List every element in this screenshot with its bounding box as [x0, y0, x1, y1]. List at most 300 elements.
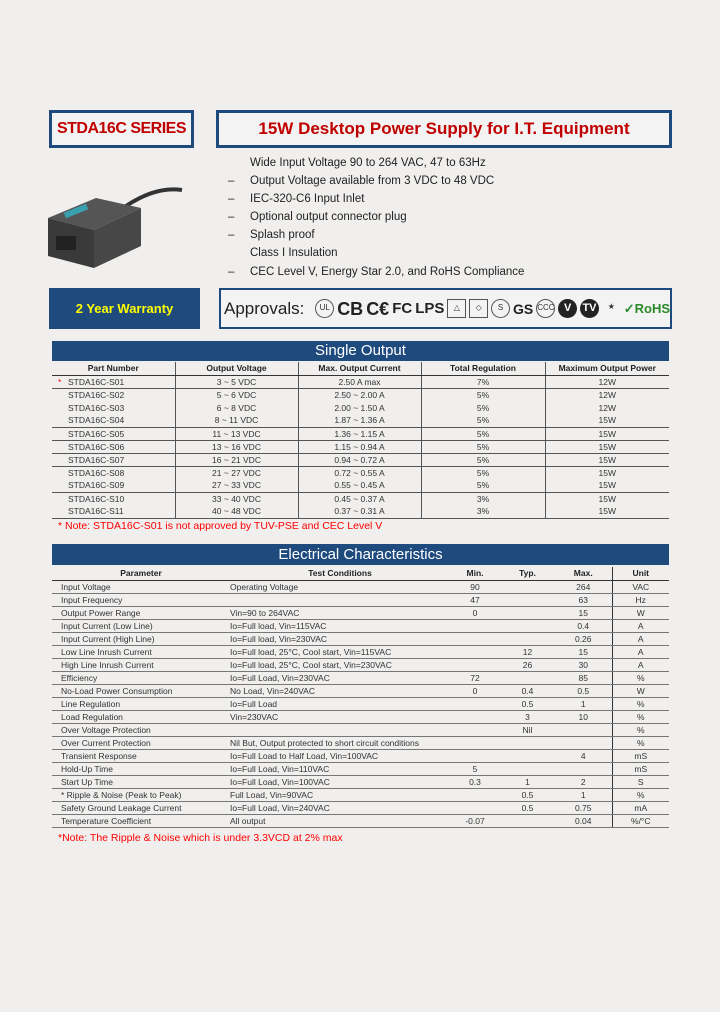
table-cell	[500, 710, 555, 723]
cell-text: Input Current (Low Line)	[61, 620, 153, 631]
cell-text: 0.37 ~ 0.31 A	[334, 506, 385, 517]
table-cell	[545, 479, 669, 492]
table-cell	[612, 814, 669, 827]
table-row	[52, 814, 669, 827]
cell-text: mA	[634, 802, 648, 813]
title-label: 15W Desktop Power Supply for I.T. Equipment	[258, 119, 630, 138]
cell-text: STDA16C-S01	[68, 376, 125, 387]
table-row	[52, 427, 669, 440]
table-cell	[52, 401, 175, 414]
table-row	[52, 619, 669, 632]
feature-item	[228, 154, 524, 172]
cell-text: 15W	[598, 428, 616, 439]
table-row	[52, 762, 669, 775]
table-cell	[230, 710, 450, 723]
feature-item	[228, 244, 524, 262]
cell-text: High Line Inrush Current	[61, 659, 154, 670]
table-cell	[545, 492, 669, 505]
cell-text: 0.3	[469, 776, 481, 787]
feature-list	[228, 154, 524, 281]
cell-text: mS	[634, 750, 648, 761]
cell-text: 1	[580, 789, 586, 800]
table-cell	[52, 479, 175, 492]
approvals-box	[219, 288, 672, 329]
table-cell	[500, 775, 555, 788]
table-cell	[545, 388, 669, 401]
cell-text: STDA16C-S10	[68, 493, 125, 504]
cell-text: A	[637, 620, 644, 631]
saa-logo-icon: S	[491, 299, 510, 318]
table-cell	[555, 658, 612, 671]
cell-text: Hold-Up Time	[61, 763, 113, 774]
cell-text: Nil	[522, 724, 533, 735]
cell-text: Start Up Time	[61, 776, 113, 787]
cell-text: 27 ~ 33 VDC	[212, 480, 261, 491]
cell-text: Vin=90 to 264VAC	[230, 607, 300, 618]
table-row	[52, 593, 669, 606]
table-cell	[500, 762, 555, 775]
cell-text: 3	[525, 711, 530, 722]
table-cell	[298, 375, 421, 388]
table-cell	[298, 492, 421, 505]
table-cell	[52, 505, 175, 518]
table-row	[52, 388, 669, 401]
cell-text: 0.5	[577, 685, 590, 696]
ce-logo-icon: C€	[366, 298, 390, 319]
feature-item	[228, 208, 524, 226]
table-cell	[555, 619, 612, 632]
table-cell	[612, 632, 669, 645]
cell-text: 15W	[598, 480, 616, 491]
cell-text: 2.00 ~ 1.50 A	[334, 402, 385, 413]
fcc-logo-icon: FC	[392, 300, 413, 317]
cell-text: 5%	[476, 467, 490, 478]
table-cell	[421, 401, 545, 414]
table-cell	[500, 606, 555, 619]
table-cell	[612, 775, 669, 788]
table-cell	[230, 762, 450, 775]
cell-text: STDA16C-S02	[68, 389, 125, 400]
table-cell	[421, 375, 545, 388]
tuv-logo-icon: TV	[580, 299, 599, 318]
single-output-header: Single Output	[52, 341, 669, 361]
table-cell	[421, 414, 545, 427]
level-v-logo-icon: V	[558, 299, 577, 318]
table-cell	[500, 645, 555, 658]
table-cell	[450, 606, 500, 619]
table-cell	[421, 505, 545, 518]
series-label: STDA16C SERIES	[56, 120, 187, 137]
cell-text: Input Voltage	[61, 581, 111, 592]
table-row	[52, 440, 669, 453]
table-row	[52, 492, 669, 505]
cell-text: 4	[580, 750, 586, 761]
table-cell	[175, 388, 298, 401]
cell-text: 3%	[476, 506, 490, 517]
cell-text: W	[636, 685, 645, 696]
table-cell	[450, 684, 500, 697]
cell-text: 1.15 ~ 0.94 A	[334, 441, 385, 452]
cell-text: 0.4	[577, 620, 590, 631]
table-cell	[52, 710, 230, 723]
cell-text: 30	[578, 659, 588, 670]
table-cell	[230, 580, 450, 593]
table-cell	[298, 505, 421, 518]
table-cell	[175, 466, 298, 479]
cell-text: 10	[578, 711, 588, 722]
cell-text: 15	[578, 646, 588, 657]
table-cell	[52, 414, 175, 427]
column-header: Max.	[555, 567, 612, 580]
cell-text: VAC	[632, 581, 650, 592]
cell-text: 16 ~ 21 VDC	[212, 454, 261, 465]
table-cell	[52, 736, 230, 749]
table-cell	[450, 697, 500, 710]
cell-text: STDA16C-S04	[68, 415, 125, 426]
dash-bullet: –	[228, 175, 235, 188]
table-cell	[175, 453, 298, 466]
table-cell	[421, 427, 545, 440]
dash-bullet: –	[228, 229, 235, 242]
cell-text: 26	[522, 659, 533, 670]
table-row	[52, 401, 669, 414]
table-cell	[421, 388, 545, 401]
cell-text: 5	[472, 763, 478, 774]
table-row	[52, 375, 669, 388]
warranty-badge	[49, 288, 200, 329]
series-title	[49, 110, 194, 148]
column-header: Output Voltage	[175, 362, 298, 375]
table-cell	[450, 619, 500, 632]
column-header: Maximum Output Power	[545, 362, 669, 375]
cell-text: 7%	[476, 376, 490, 387]
table-row	[52, 684, 669, 697]
cell-text: 3 ~ 5 VDC	[216, 376, 257, 387]
cell-text: 0.5	[521, 802, 534, 813]
table-cell	[555, 801, 612, 814]
table-cell	[230, 606, 450, 619]
cell-text: Output Power Range	[61, 607, 141, 618]
cell-text: 5%	[476, 389, 490, 400]
cell-text: 0.94 ~ 0.72 A	[334, 454, 385, 465]
table-cell	[52, 388, 175, 401]
table-cell	[230, 671, 450, 684]
table-cell	[230, 697, 450, 710]
cell-text: 0	[472, 607, 478, 618]
cell-text: 12W	[598, 402, 616, 413]
cell-text: * Ripple & Noise (Peak to Peak)	[61, 789, 182, 800]
table-cell	[52, 580, 230, 593]
table-cell	[230, 775, 450, 788]
feature-text: Wide Input Voltage 90 to 264 VAC, 47 to 63Hz	[250, 157, 486, 169]
table-cell	[230, 749, 450, 762]
cell-text: 5%	[476, 454, 490, 465]
table-cell	[298, 440, 421, 453]
cell-text: 63	[578, 594, 588, 605]
cell-text: 0.26	[574, 633, 592, 644]
table-cell	[612, 801, 669, 814]
cell-text: %	[636, 724, 645, 735]
cell-text: Io=Full Load to Half Load, Vin=100VAC	[230, 750, 379, 761]
table-cell	[500, 658, 555, 671]
cell-text: 0	[472, 685, 478, 696]
table-cell	[555, 697, 612, 710]
cell-text: 5%	[476, 428, 490, 439]
table-cell	[52, 453, 175, 466]
table-cell	[545, 401, 669, 414]
table-cell	[230, 684, 450, 697]
cell-text: 47	[470, 594, 480, 605]
single-output-table	[52, 362, 669, 519]
cell-text: STDA16C-S06	[68, 441, 125, 452]
table-cell	[421, 440, 545, 453]
feature-item	[228, 226, 524, 244]
table-row	[52, 723, 669, 736]
feature-item	[228, 190, 524, 208]
ccc-logo-icon: CCC	[536, 299, 555, 318]
cell-text: %	[636, 737, 645, 748]
table-cell	[555, 606, 612, 619]
feature-text: Output Voltage available from 3 VDC to 48 VDC	[250, 175, 495, 188]
electrical-header: Electrical Characteristics	[52, 544, 669, 565]
table-cell	[500, 632, 555, 645]
table-cell	[450, 749, 500, 762]
table-cell	[52, 427, 175, 440]
energy-star-logo-icon: ★	[607, 302, 615, 311]
table-cell	[500, 593, 555, 606]
table-row	[52, 658, 669, 671]
table-cell	[52, 606, 230, 619]
feature-text: CEC Level V, Energy Star 2.0, and RoHS Compliance	[250, 265, 525, 278]
table-cell	[555, 775, 612, 788]
cell-text: 90	[470, 581, 480, 592]
column-header: Min.	[450, 567, 500, 580]
table-cell	[450, 632, 500, 645]
cell-text: Over Voltage Protection	[61, 724, 151, 735]
cell-text: Io=Full load, Vin=230VAC	[230, 633, 328, 644]
cell-text: STDA16C-S08	[68, 467, 125, 478]
rohs-logo-icon: ✓RoHS	[623, 300, 671, 316]
cell-text: 2.50 A max	[338, 376, 381, 387]
cell-text: Io=Full Load, Vin=240VAC	[230, 802, 330, 813]
cell-text: STDA16C-S11	[68, 506, 124, 517]
table-cell	[555, 814, 612, 827]
table-row	[52, 606, 669, 619]
table-cell	[500, 684, 555, 697]
cell-text: %	[636, 711, 645, 722]
table-cell	[175, 414, 298, 427]
table-cell	[175, 505, 298, 518]
cell-text: 0.5	[521, 789, 534, 800]
cell-text: 0.75	[574, 802, 592, 813]
table-cell	[52, 749, 230, 762]
table-cell	[555, 632, 612, 645]
table-cell	[450, 762, 500, 775]
cell-text: 0.72 ~ 0.55 A	[334, 467, 385, 478]
table-cell	[230, 645, 450, 658]
cell-text: W	[636, 607, 645, 618]
cell-text: 5%	[476, 480, 490, 491]
table-cell	[298, 414, 421, 427]
table-cell	[450, 814, 500, 827]
column-header: Parameter	[52, 567, 230, 580]
cell-text: 6 ~ 8 VDC	[216, 402, 257, 413]
pse-logo-icon: △	[447, 299, 466, 318]
feature-item	[228, 263, 524, 281]
cell-text: Nil But, Output protected to short circuit conditions	[230, 737, 419, 748]
table-cell	[555, 749, 612, 762]
cell-text: 72	[470, 672, 480, 683]
table-cell	[298, 466, 421, 479]
table-cell	[612, 710, 669, 723]
cell-text: STDA16C-S03	[68, 402, 125, 413]
table-row	[52, 479, 669, 492]
table-cell	[175, 427, 298, 440]
table-cell	[52, 814, 230, 827]
cell-text: No Load, Vin=240VAC	[230, 685, 315, 696]
dash-bullet: –	[228, 193, 235, 206]
table-row	[52, 632, 669, 645]
table-cell	[545, 453, 669, 466]
table-cell	[450, 801, 500, 814]
table-cell	[555, 671, 612, 684]
cell-text: 12W	[598, 376, 616, 387]
cell-text: STDA16C-S09	[68, 480, 125, 491]
product-title	[216, 110, 672, 148]
cell-text: 85	[578, 672, 588, 683]
cell-text: 0.4	[521, 685, 534, 696]
table-cell	[555, 723, 612, 736]
lps-logo-icon: LPS	[415, 300, 445, 317]
cell-text: 12W	[598, 389, 616, 400]
table-cell	[421, 479, 545, 492]
table-cell	[421, 466, 545, 479]
table-cell	[230, 814, 450, 827]
table-cell	[175, 440, 298, 453]
cell-text: S	[637, 776, 644, 787]
table-row	[52, 466, 669, 479]
cell-text: Line Regulation	[61, 698, 121, 709]
cb-logo-icon: CB	[337, 298, 364, 319]
table-cell	[421, 492, 545, 505]
table-cell	[52, 723, 230, 736]
table-cell	[450, 775, 500, 788]
approvals-label: Approvals:	[224, 298, 305, 318]
table-row	[52, 671, 669, 684]
cell-text: 0.55 ~ 0.45 A	[334, 480, 385, 491]
table-cell	[52, 632, 230, 645]
table-cell	[612, 671, 669, 684]
table-cell	[500, 736, 555, 749]
table-cell	[298, 479, 421, 492]
table-cell	[52, 492, 175, 505]
asterisk-marker: *	[58, 376, 62, 387]
table-cell	[612, 749, 669, 762]
dash-bullet: –	[228, 211, 235, 224]
cell-text: 21 ~ 27 VDC	[212, 467, 261, 478]
cell-text: Io=Full load, 25°C, Cool start, Vin=115VAC	[230, 646, 392, 657]
table-cell	[555, 684, 612, 697]
table-cell	[555, 736, 612, 749]
cell-text: 264	[576, 581, 591, 592]
gs-logo-icon: GS	[512, 300, 534, 317]
table-row	[52, 775, 669, 788]
cell-text: 0.5	[521, 698, 534, 709]
cell-text: Safety Ground Leakage Current	[61, 802, 182, 813]
table-cell	[545, 414, 669, 427]
table-cell	[52, 697, 230, 710]
cell-text: 15W	[598, 467, 616, 478]
table-cell	[52, 801, 230, 814]
cell-text: 40 ~ 48 VDC	[212, 506, 261, 517]
cell-text: %/°C	[631, 815, 651, 826]
table-cell	[612, 658, 669, 671]
cell-text: STDA16C-S05	[68, 428, 125, 439]
cell-text: 15W	[598, 454, 616, 465]
table-cell	[450, 736, 500, 749]
table-cell	[450, 723, 500, 736]
cell-text: 15	[578, 607, 588, 618]
cell-text: Hz	[635, 594, 646, 605]
cell-text: 0.45 ~ 0.37 A	[334, 493, 385, 504]
table-cell	[52, 375, 175, 388]
cell-text: 15W	[598, 506, 616, 517]
cell-text: %	[636, 698, 645, 709]
electrical-table	[52, 567, 669, 828]
cell-text: 5%	[476, 402, 490, 413]
table-cell	[500, 801, 555, 814]
table-cell	[545, 375, 669, 388]
cell-text: 33 ~ 40 VDC	[212, 493, 261, 504]
table-cell	[500, 619, 555, 632]
table-cell	[555, 710, 612, 723]
cell-text: Io=Full Load	[230, 698, 278, 709]
table-cell	[612, 645, 669, 658]
table-cell	[555, 580, 612, 593]
cell-text: 5%	[476, 441, 490, 452]
dash-bullet: –	[228, 265, 235, 278]
cell-text: Io=Full Load, Vin=110VAC	[230, 763, 330, 774]
table-cell	[298, 388, 421, 401]
cell-text: 12	[522, 646, 533, 657]
table-cell	[52, 658, 230, 671]
cell-text: %	[636, 672, 645, 683]
table-cell	[545, 427, 669, 440]
cell-text: All output	[230, 815, 266, 826]
cell-text: Input Current (High Line)	[61, 633, 155, 644]
table-cell	[612, 593, 669, 606]
cell-text: %	[636, 789, 645, 800]
table-cell	[175, 401, 298, 414]
table-cell	[230, 658, 450, 671]
cell-text: Efficiency	[61, 672, 98, 683]
table-cell	[52, 593, 230, 606]
table-cell	[230, 619, 450, 632]
table-cell	[450, 645, 500, 658]
warranty-label: 2 Year Warranty	[75, 301, 174, 316]
cell-text: Load Regulation	[61, 711, 123, 722]
table-cell	[500, 580, 555, 593]
table-cell	[52, 762, 230, 775]
table-cell	[612, 697, 669, 710]
table-cell	[555, 645, 612, 658]
column-header: Total Regulation	[421, 362, 545, 375]
table-cell	[230, 593, 450, 606]
cell-text: 5%	[476, 415, 490, 426]
cell-text: mS	[634, 763, 648, 774]
table-cell	[52, 775, 230, 788]
table-cell	[421, 453, 545, 466]
